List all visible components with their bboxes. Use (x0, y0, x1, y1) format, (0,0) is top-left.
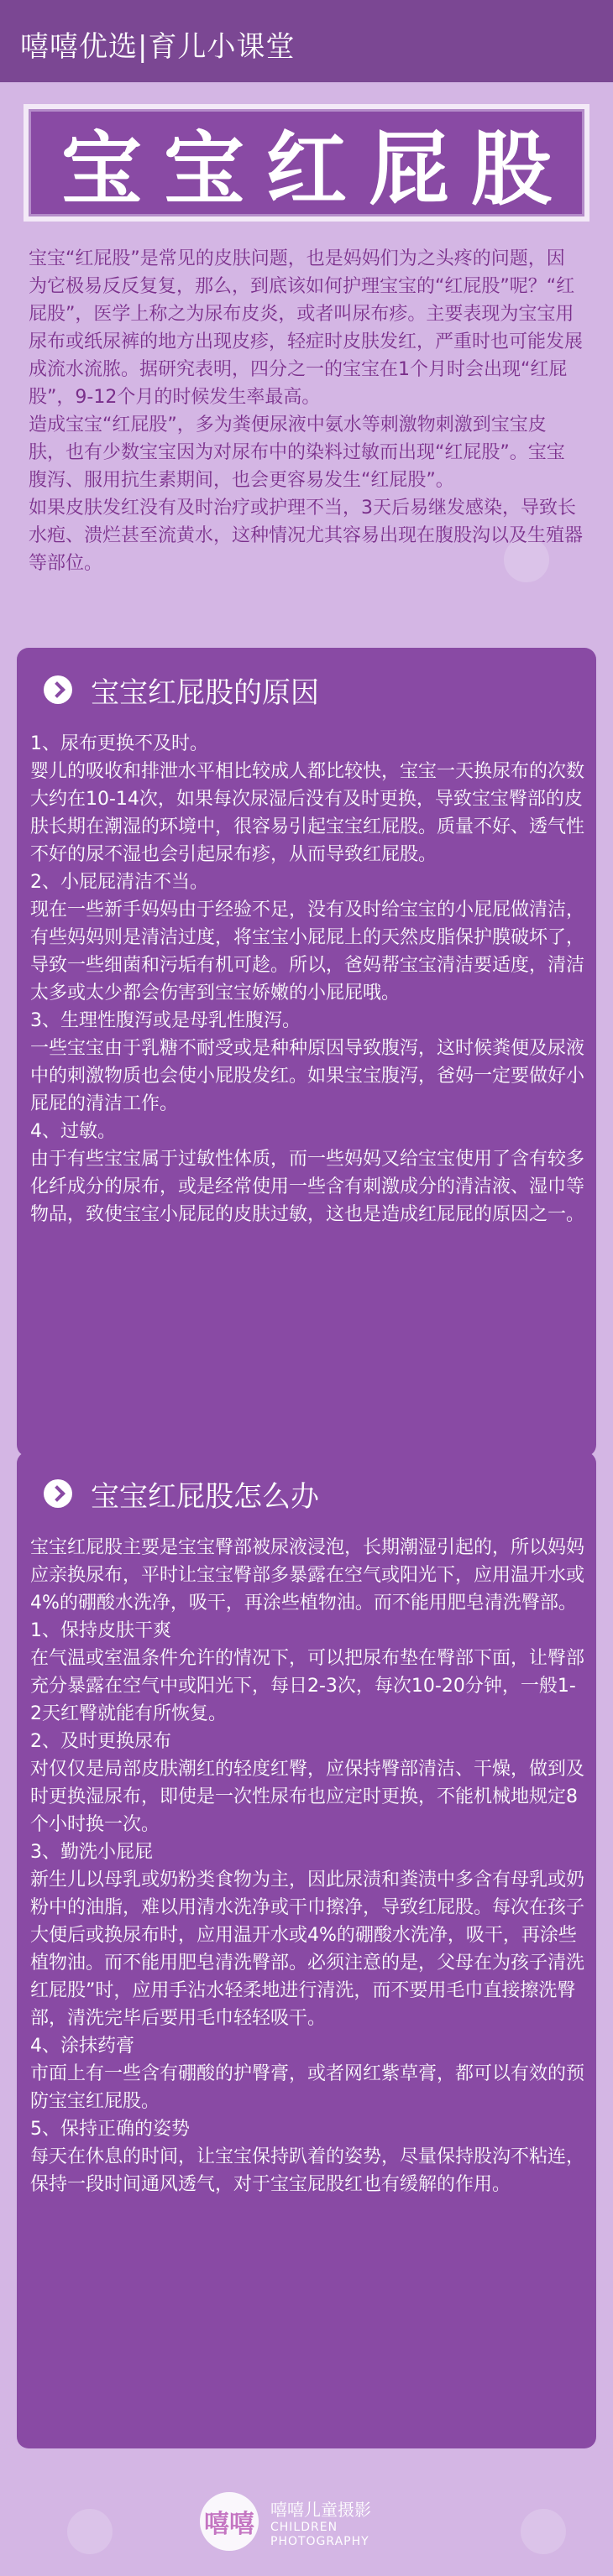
footer-brand-en: PHOTOGRAPHY (270, 2535, 369, 2548)
brand-title: 嘻嘻优选|育儿小课堂 (20, 30, 296, 64)
subheading: 4、过敏。 (30, 1121, 116, 1142)
paragraph: 对仅仅是局部皮肤潮红的轻度红臀，应保持臀部清洁、干燥，做到及时更换湿尿布，即使是一次性尿布也应定时更换，不能机械地规定8个小时换一次。 (30, 1759, 585, 1835)
chevron-right-icon (44, 1479, 72, 1508)
subheading: 3、勤洗小屁屁 (30, 1842, 153, 1863)
section-body (30, 730, 584, 1228)
paragraph: 每天在休息的时间，让宝宝保持趴着的姿势，尽量保持股沟不粘连，保持一段时间通风透气，对于宝宝屁股红也有缓解的作用。 (30, 2146, 585, 2195)
paragraph: 婴儿的吸收和排泄水平相比较成人都比较快，宝宝一天换尿布的次数大约在10-14次，如果每次尿湿后没有及时更换，导致宝宝臀部的皮肤长期在潮湿的环境中，很容易引起宝宝红屁股。质量不好、透气性不好的尿不湿也会引起尿布疹，从而导致红屁股。 (30, 761, 585, 865)
subheading: 5、保持正确的姿势 (30, 2119, 190, 2140)
intro-paragraph: 造成宝宝“红屁股”，多为粪便尿液中氨水等刺激物刺激到宝宝皮肤，也有少数宝宝因为对尿布中的染料过敏而出现“红屁股”。宝宝腹泻、服用抗生素期间，也会更容易发生“红屁股”。 (29, 415, 565, 491)
footer-brand (270, 2499, 371, 2549)
subheading: 4、涂抹药膏 (30, 2036, 134, 2057)
subheading: 1、保持皮肤干爽 (30, 1620, 171, 1641)
top-bar (0, 0, 613, 82)
section-title: 宝宝红屁股怎么办 (91, 1479, 319, 1514)
title-banner (24, 104, 589, 222)
treatment-section (17, 1452, 596, 2448)
paragraph: 在气温或室温条件允许的情况下，可以把尿布垫在臀部下面，让臀部充分暴露在空气中或阳光下，每日2-3次，每次10-20分钟，一般1-2天红臀就能有所恢复。 (30, 1648, 585, 1724)
paragraph: 一些宝宝由于乳糖不耐受或是种种原因导致腹泻，这时候粪便及尿液中的刺激物质也会使小屁股发红。如果宝宝腹泻，爸妈一定要做好小屁屁的清洁工作。 (30, 1038, 585, 1114)
chevron-right-icon (44, 675, 72, 704)
intro-paragraph: 如果皮肤发红没有及时治疗或护理不当，3天后易继发感染，导致长水疱、溃烂甚至流黄水，这种情况尤其容易出现在腹股沟以及生殖器等部位。 (29, 498, 584, 574)
brand-logo: 嘻嘻 (200, 2492, 259, 2551)
section-title: 宝宝红屁股的原因 (91, 675, 319, 710)
paragraph: 宝宝红屁股主要是宝宝臀部被尿液浸泡，长期潮湿引起的，所以妈妈应亲换尿布，平时让宝宝臀部多暴露在空气或阳光下，应用温开水或4%的硼酸水洗净，吸干，再涂些植物油。而不能用肥皂清洗臀部。 (30, 1537, 585, 1614)
background-decoration (67, 2509, 113, 2554)
paragraph: 现在一些新手妈妈由于经验不足，没有及时给宝宝的小屁屁做清洁，有些妈妈则是清洁过度，将宝宝小屁屁上的天然皮脂保护膜破坏了，导致一些细菌和污垢有机可趁。所以，爸妈帮宝宝清洁要适度，清洁太多或太少都会伤害到宝宝娇嫩的小屁屁哦。 (30, 900, 585, 1004)
page-title: 宝宝红屁股 (61, 122, 574, 216)
subheading: 2、及时更换尿布 (30, 1731, 171, 1752)
subheading: 3、生理性腹泻或是母乳性腹泻。 (30, 1010, 301, 1031)
paragraph: 由于有些宝宝属于过敏性体质，而一些妈妈又给宝宝使用了含有较多化纤成分的尿布，或是经常使用一些含有刺激成分的清洁液、湿巾等物品，致使宝宝小屁屁的皮肤过敏，这也是造成红屁屁的原因之一。 (30, 1149, 585, 1225)
footer-brand-en: CHILDREN (270, 2521, 338, 2534)
footer-brand-cn: 嘻嘻儿童摄影 (270, 2500, 371, 2520)
intro-text (29, 245, 583, 577)
intro-paragraph: 宝宝“红屁股”是常见的皮肤问题，也是妈妈们为之头疼的问题，因为它极易反反复复，那么，到底该如何护理宝宝的“红屁股”呢？“红屁股”，医学上称之为尿布皮炎，或者叫尿布疹。主要表现为宝宝用尿布或纸尿裤的地方出现皮疹，轻症时皮肤发红，严重时也可能发展成流水流脓。据研究表明，四分之一的宝宝在1个月时会出现“红屁股”，9-12个月的时候发生率最高。 (29, 248, 584, 408)
causes-section (17, 648, 596, 1457)
subheading: 2、小屁屁清洁不当。 (30, 872, 208, 893)
subheading: 1、尿布更换不及时。 (30, 733, 208, 754)
paragraph: 新生儿以母乳或奶粉类食物为主，因此尿渍和粪渍中多含有母乳或奶粉中的油脂，难以用清水洗净或干巾擦净，导致红屁股。每次在孩子大便后或换尿布时，应用温开水或4%的硼酸水洗净，吸干，再涂些植物油。而不能用肥皂清洗臀部。必须注意的是，父母在为孩子清洗红屁股”时，应用手沾水轻柔地进行清洗，而不要用毛巾直接擦洗臀部，清洗完毕后要用毛巾轻轻吸干。 (30, 1869, 585, 2029)
section-header (44, 665, 319, 715)
paragraph: 市面上有一些含有硼酸的护臀膏，或者网红紫草膏，都可以有效的预防宝宝红屁股。 (30, 2063, 585, 2112)
background-decoration (521, 2509, 566, 2554)
section-header (44, 1468, 319, 1519)
section-body (30, 1534, 584, 2198)
